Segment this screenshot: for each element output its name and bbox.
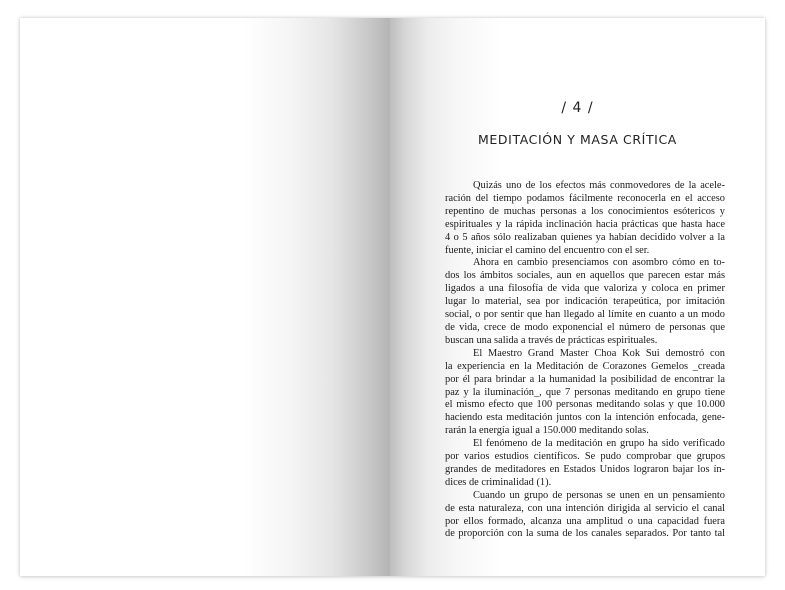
text-line: por varios estudios científicos. Se pudo comprobar que grupos [445,451,725,463]
open-book [20,18,765,576]
chapter-number: / 4 / [561,100,594,116]
chapter-body-text [445,180,725,541]
text-line: por ellos formado, alcanza una amplitud o una capacidad fuera [445,515,725,527]
text-line: dices de criminalidad (1). [445,476,552,488]
text-line: grandes de meditadores en Estados Unidos lograron bajar los ín- [445,463,725,475]
chapter-title: MEDITACIÓN Y MASA CRÍTICA [478,132,677,147]
text-line: haciendo esta meditación juntos con la intención enfocada, gene- [445,412,725,424]
text-line: ración del tiempo podamos fácilmente reconocerla en el acceso [445,192,725,204]
text-line: buscan una salida a través de prácticas espirituales. [445,334,658,346]
text-line: El fenómeno de la meditación en grupo ha sido verificado [473,438,725,450]
text-line: Ahora en cambio presenciamos con asombro cómo en to- [473,257,725,269]
right-page [390,18,765,576]
text-line: de vida, crece de modo exponencial el número de personas que [445,321,725,333]
text-line: Quizás uno de los efectos más conmovedores de la acele- [473,180,725,191]
text-line: 4 o 5 años sólo realizaban quienes ya habían decidido volver a la [445,231,725,243]
text-line: ligados a una filosofía de vida que valoriza y coloca en primer [445,283,725,295]
text-line: El Maestro Grand Master Choa Kok Sui demostró con [473,347,725,359]
text-line: rarán la energía igual a 150.000 meditando solas. [445,425,649,437]
text-line: dos los ámbitos sociales, aun en aquellos que parecen estar más [445,270,725,282]
text-line: repentino de muchas personas a los conocimientos esótericos y [445,205,725,217]
text-line: el mismo efecto que 100 personas meditando solas y que 10.000 [445,399,725,411]
text-line: la experiencia en la Meditación de Corazones Gemelos _creada [445,360,725,372]
text-line: de esta naturaleza, con una intención dirigida al servicio el canal [445,502,725,514]
text-line: Cuando un grupo de personas se unen en un pensamiento [473,489,725,501]
text-line: espirituales y la rápida inclinación hacia prácticas que hasta hace [445,218,725,230]
text-line: de proporción con la suma de los canales separados. Por tanto tal [445,528,725,540]
text-line: paz y la iluminación_, que 7 personas meditando en grupo tiene [445,386,725,398]
text-line: fuente, iniciar el camino del encuentro con el ser. [445,244,650,256]
text-line: lugar lo material, sea por indicación terapeútica, por imitación [445,296,725,308]
text-line: por él para brindar a la humanidad la posibilidad de encontrar la [445,373,725,385]
text-line: social, o por sentir que han llegado al límite en cuanto a un modo [445,309,725,321]
left-page-blank [20,18,390,576]
